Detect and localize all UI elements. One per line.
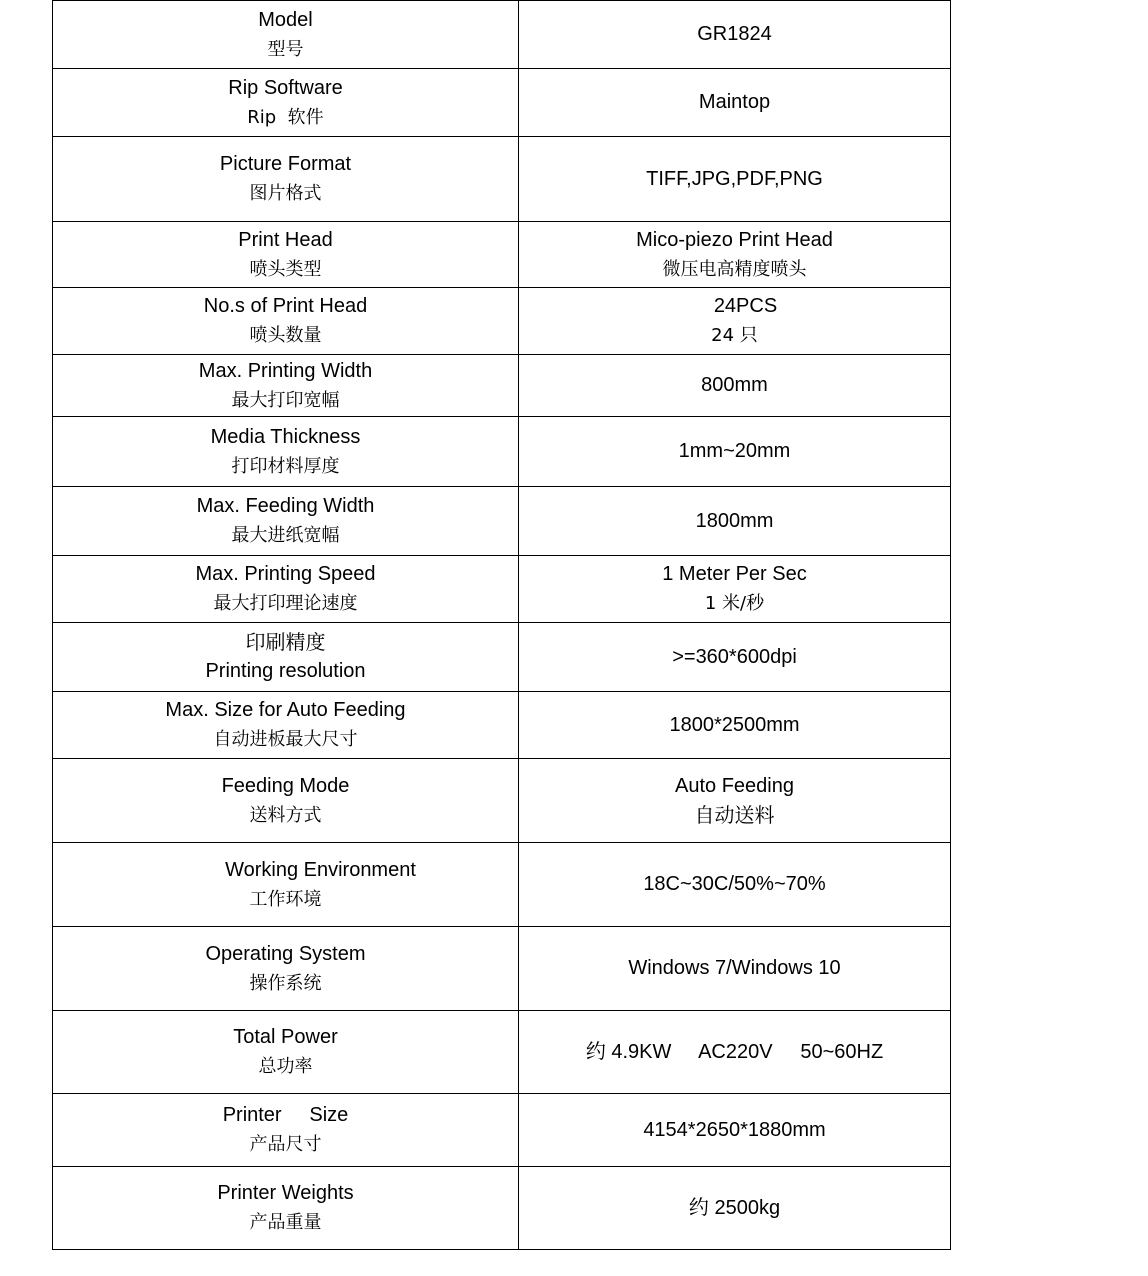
- label-cell: [53, 222, 519, 288]
- value-text: Maintop: [698, 91, 771, 113]
- table-row: [53, 843, 951, 927]
- value-text: Windows 7/Windows 10: [628, 957, 841, 979]
- spec-table: [52, 0, 951, 1250]
- table-row: [53, 1, 951, 69]
- label-zh: 最大打印宽幅: [231, 389, 340, 411]
- label-en: Printing resolution: [205, 660, 366, 682]
- label-en: Rip Software: [228, 76, 343, 99]
- value-cell: [519, 556, 951, 623]
- label-cell: [53, 137, 519, 222]
- label-cell: [53, 759, 519, 843]
- label-cell: [53, 417, 519, 487]
- label-zh: 操作系统: [249, 972, 322, 994]
- value-cell: [519, 222, 951, 288]
- value-cell: [519, 137, 951, 222]
- label-zh: 送料方式: [249, 804, 322, 826]
- value-cell: [519, 355, 951, 417]
- label-cell: [53, 69, 519, 137]
- table-row: [53, 623, 951, 692]
- label-zh: 最大打印理论速度: [213, 593, 358, 614]
- label-en: Max. Printing Speed: [195, 563, 376, 585]
- label-zh: 最大进纸宽幅: [231, 525, 340, 546]
- value-text: 约 4.9KW AC220V 50~60HZ: [585, 1040, 884, 1063]
- value-cell: [519, 843, 951, 927]
- label-zh: 打印材料厚度: [231, 455, 340, 477]
- label-cell: [53, 556, 519, 623]
- label-zh: 工作环境: [249, 888, 322, 910]
- label-en: Max. Feeding Width: [196, 495, 375, 517]
- value-text: 约 2500kg: [688, 1196, 781, 1219]
- value-cell: [519, 623, 951, 692]
- label-en: No.s of Print Head: [203, 295, 368, 317]
- value-cell: [519, 1094, 951, 1167]
- label-zh: 自动进板最大尺寸: [213, 729, 358, 750]
- table-row: [53, 288, 951, 355]
- value-cell: [519, 417, 951, 487]
- value-cell: [519, 927, 951, 1011]
- label-cell: [53, 288, 519, 355]
- value-text: GR1824: [697, 23, 772, 45]
- label-zh: 印刷精度: [245, 630, 326, 654]
- label-cell: [53, 843, 519, 927]
- value-text: 1 Meter Per Sec: [662, 563, 807, 585]
- value-text: TIFF,JPG,PDF,PNG: [646, 167, 823, 190]
- label-en: Print Head: [238, 228, 333, 251]
- label-en: Printer Weights: [217, 1182, 354, 1204]
- label-en: Printer Size: [222, 1104, 349, 1126]
- value-text: 1800mm: [695, 509, 774, 532]
- label-zh: Rip 软件: [247, 106, 324, 128]
- value-text: 1800*2500mm: [669, 713, 800, 736]
- label-zh: 型号: [267, 38, 304, 60]
- label-en: Max. Size for Auto Feeding: [165, 699, 406, 721]
- label-zh: 喷头数量: [249, 325, 322, 346]
- value-cell: [519, 1167, 951, 1250]
- value-text: 24PCS: [713, 295, 778, 317]
- label-cell: [53, 1, 519, 69]
- table-row: [53, 137, 951, 222]
- label-en: Picture Format: [219, 153, 352, 175]
- value-cell: [519, 487, 951, 556]
- table-row: [53, 355, 951, 417]
- label-cell: [53, 1167, 519, 1250]
- label-zh: 喷头类型: [249, 258, 322, 280]
- table-row: [53, 222, 951, 288]
- value-text: Mico-piezo Print Head: [636, 228, 833, 251]
- table-row: [53, 1094, 951, 1167]
- table-row: [53, 759, 951, 843]
- value-text: 4154*2650*1880mm: [643, 1118, 826, 1141]
- value-text: 800mm: [701, 374, 768, 396]
- table-row: [53, 692, 951, 759]
- label-cell: [53, 1011, 519, 1094]
- value-cell: [519, 1, 951, 69]
- label-en: Media Thickness: [210, 425, 361, 448]
- table-row: [53, 927, 951, 1011]
- label-en: Working Environment: [225, 858, 416, 881]
- label-en: Operating System: [205, 942, 366, 965]
- table-row: [53, 69, 951, 137]
- value-text: Auto Feeding: [675, 774, 794, 797]
- value-text-zh: 微压电高精度喷头: [662, 258, 807, 280]
- table-row: [53, 1011, 951, 1094]
- label-cell: [53, 623, 519, 692]
- table-row: [53, 556, 951, 623]
- value-cell: [519, 69, 951, 137]
- value-text: 18C~30C/50%~70%: [643, 873, 826, 895]
- label-en: Feeding Mode: [221, 774, 350, 797]
- label-en: Model: [258, 8, 313, 31]
- label-cell: [53, 692, 519, 759]
- value-text: 1mm~20mm: [678, 440, 791, 462]
- label-en: Max. Printing Width: [198, 359, 373, 382]
- value-text: >=360*600dpi: [672, 645, 797, 668]
- value-cell: [519, 692, 951, 759]
- value-cell: [519, 1011, 951, 1094]
- label-cell: [53, 1094, 519, 1167]
- label-zh: 总功率: [258, 1056, 313, 1077]
- table-row: [53, 1167, 951, 1250]
- value-text-zh: 自动送料: [694, 802, 775, 827]
- label-zh: 产品重量: [249, 1212, 322, 1233]
- label-zh: 产品尺寸: [249, 1134, 322, 1155]
- value-text-zh: 1 米/秒: [704, 593, 765, 614]
- table-row: [53, 487, 951, 556]
- table-row: [53, 417, 951, 487]
- label-cell: [53, 927, 519, 1011]
- value-text-zh: 24 只: [711, 325, 758, 346]
- label-en: Total Power: [233, 1026, 338, 1048]
- label-cell: [53, 487, 519, 556]
- value-cell: [519, 288, 951, 355]
- label-cell: [53, 355, 519, 417]
- label-zh: 图片格式: [249, 183, 322, 204]
- value-cell: [519, 759, 951, 843]
